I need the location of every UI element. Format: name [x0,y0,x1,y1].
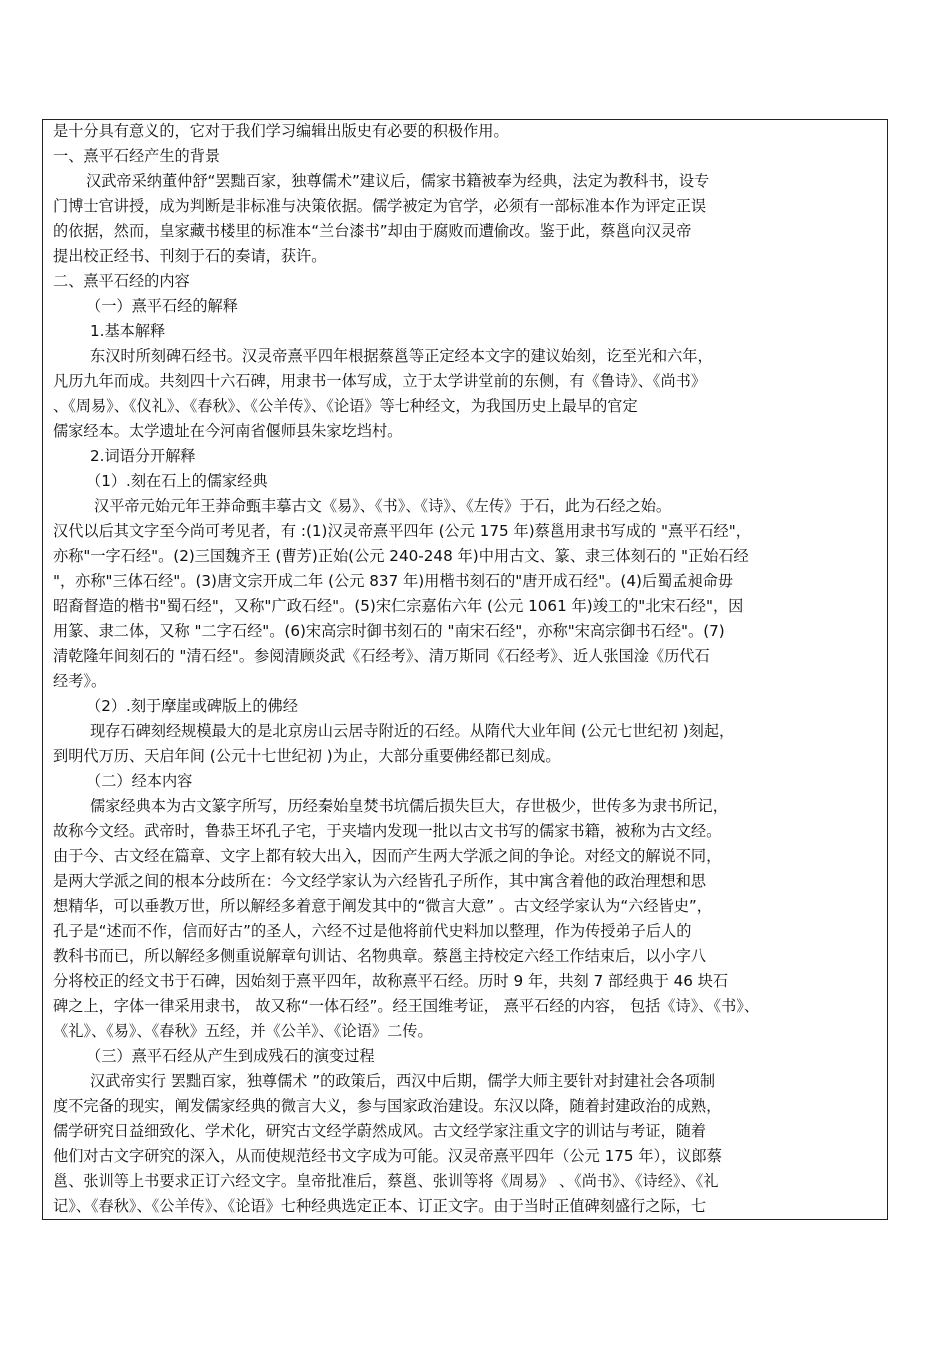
text-line: 门博士官讲授，成为判断是非标准与决策依据。儒学被定为官学，必须有一部标准本作为评定正误 [53,197,707,215]
text-line: 孔子是“述而不作，信而好古”的圣人，六经不过是他将前代史料加以整理，作为传授弟子后人的 [53,922,692,940]
text-line: 清乾隆年间刻石的 "清石经"。参阅清顾炎武《石经考》、清万斯同《石经考》、近人张国淦《历代石 [53,647,710,665]
text-line: 他们对古文字研究的深入，从而使规范经书文字成为可能。汉灵帝熹平四年（公元 175 年），议郎蔡 [53,1147,722,1165]
text-line: 是两大学派之间的根本分歧所在：今文经学家认为六经皆孔子所作，其中寓含着他的政治理想和思 [53,872,707,890]
section-heading: 二、熹平石经的内容 [53,272,190,290]
text-line: 邕、张训等上书要求正订六经文字。皇帝批准后，蔡邕、张训等将《周易》 、《尚书》、《诗经》、《礼 [53,1172,719,1190]
text-line: 儒学研究日益细致化、学术化，研究古文经学蔚然成风。古文经学家注重文字的训诂与考证，随着 [53,1122,707,1140]
text-line: 故称今文经。武帝时，鲁恭王坏孔子宅，于夹墙内发现一批以古文书写的儒家书籍，被称为古文经。 [53,822,722,840]
text-line: 提出校正经书、刊刻于石的奏请，获许。 [53,247,327,265]
subsection-heading: （一）熹平石经的解释 [86,297,238,315]
text-line: 是十分具有意义的，它对于我们学习编辑出版史有必要的积极作用。 [53,122,509,140]
subsection-heading: （二）经本内容 [86,772,193,790]
text-line: 由于今、古文经在篇章、文字上都有较大出入，因而产生两大学派之间的争论。对经文的解说不同， [53,847,722,865]
text-line: 分将校正的经文书于石碑，因始刻于熹平四年，故称熹平石经。历时 9 年，共刻 7 部经典于 46 块石 [53,972,729,990]
text-line: 度不完备的现实，阐发儒家经典的微言大义，参与国家政治建设。东汉以降，随着封建政治的成熟， [53,1097,722,1115]
text-line: 汉武帝实行 罢黜百家，独尊儒术 ”的政策后，西汉中后期，儒学大师主要针对封建社会各项制 [90,1072,716,1090]
text-line: 《礼》、《易》、《春秋》五经，并《公羊》、《论语》二传。 [53,1022,433,1040]
text-line: 经考》。 [53,672,107,690]
text-line: 汉代以后其文字至今尚可考见者，有 :(1)汉灵帝熹平四年 (公元 175 年)蔡邕用隶书写成的 "熹平石经"， [53,522,751,540]
subsection-heading: 2.词语分开解释 [90,447,196,465]
text-line: 儒家经本。太学遗址在今河南省偃师县朱家圪垱村。 [53,422,403,440]
text-line: 的依据，然而，皇家藏书楼里的标准本“兰台漆书”却由于腐败而遭偷改。鉴于此，蔡邕向汉灵帝 [53,222,692,240]
subsection-heading: （2）.刻于摩崖或碑版上的佛经 [86,697,298,715]
text-line: 凡历九年而成。共刻四十六石碑，用隶书一体写成，立于太学讲堂前的东侧，有《鲁诗》、《尚书》 [53,372,707,390]
text-line: 儒家经典本为古文篆字所写，历经秦始皇焚书坑儒后损失巨大，存世极少，世传多为隶书所记， [90,797,728,815]
text-line: 教科书而已，所以解经多侧重说解章句训诂、名物典章。蔡邕主持校定六经工作结束后，以小字八 [53,947,707,965]
section-heading: 一、熹平石经产生的背景 [53,147,221,165]
text-line: 现存石碑刻经规模最大的是北京房山云居寺附近的石经。从隋代大业年间 (公元七世纪初 )刻起， [90,722,735,740]
text-line: 碑之上，字体一律采用隶书， 故又称“一体石经”。经王国维考证， 熹平石经的内容， 包括《诗》、《书》、 [53,997,760,1015]
text-line: 汉武帝采纳董仲舒“罢黜百家，独尊儒术”建议后，儒家书籍被奉为经典，法定为教科书，设专 [86,172,710,190]
text-line: 亦称"一字石经"。(2)三国魏齐王 (曹芳)正始(公元 240-248 年)中用古文、篆、隶三体刻石的 "正始石经 [53,547,749,565]
text-line: 用篆、隶二体，又称 "二字石经"。(6)宋高宗时御书刻石的 "南宋石经"，亦称"宋高宗御书石经"。(7) [53,622,725,640]
text-line: 、《周易》、《仪礼》、《春秋》、《公羊传》、《论语》等七种经文，为我国历史上最早的官定 [53,397,638,415]
subsection-heading: 1.基本解释 [90,322,166,340]
text-line: 东汉时所刻碑石经书。汉灵帝熹平四年根据蔡邕等正定经本文字的建议始刻，讫至光和六年， [90,347,713,365]
subsection-heading: （三）熹平石经从产生到成残石的演变过程 [86,1047,375,1065]
text-line: 想精华，可以垂教万世，所以解经多着意于阐发其中的“微言大意” 。古文经学家认为“六经皆史”， [53,897,712,915]
text-line: 记》、《春秋》、《公羊传》、《论语》七种经典选定正本、订正文字。由于当时正值碑刻盛行之际，七 [53,1197,707,1215]
text-line: 汉平帝元始元年王莽命甄丰摹古文《易》、《书》、《诗》、《左传》于石，此为石经之始。 [94,497,672,515]
text-line: 到明代万历、天启年间 (公元十七世纪初 )为止，大部分重要佛经都已刻成。 [53,747,561,765]
subsection-heading: （1）.刻在石上的儒家经典 [86,472,268,490]
text-line: "，亦称"三体石经"。(3)唐文宗开成二年 (公元 837 年)用楷书刻石的"唐开成石经"。(4)后蜀孟昶命毋 [53,572,734,590]
text-line: 昭裔督造的楷书"蜀石经"，又称"广政石经"。(5)宋仁宗嘉佑六年 (公元 1061 年)竣工的"北宋石经"，因 [53,597,744,615]
